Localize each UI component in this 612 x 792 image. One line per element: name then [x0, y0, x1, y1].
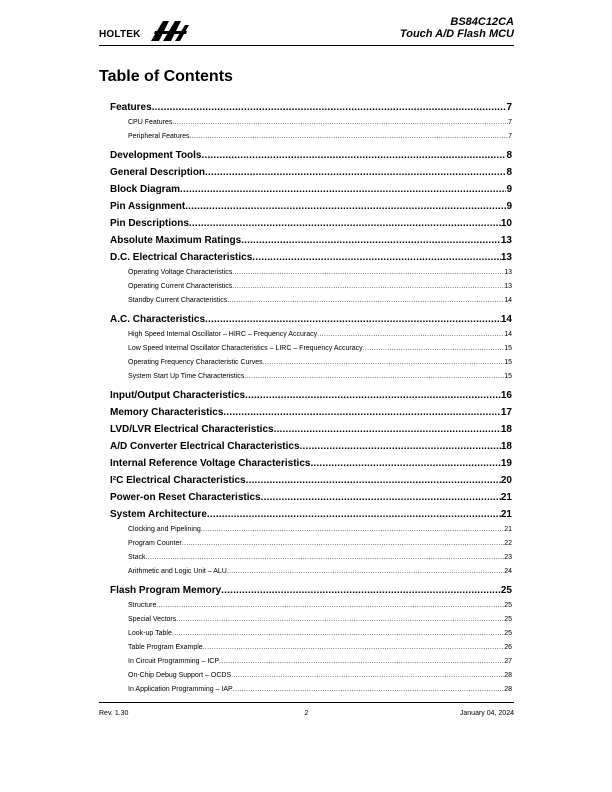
toc-dot-leader [156, 601, 504, 611]
toc-entry-page: 8 [506, 150, 512, 161]
toc-entry-page: 7 [506, 102, 512, 113]
toc-dot-leader [207, 509, 501, 521]
page-footer [99, 702, 514, 717]
toc-dot-leader [244, 372, 504, 382]
toc-entry-title: System Architecture [110, 509, 207, 520]
toc-dot-leader [231, 671, 504, 681]
toc-section-entry[interactable] [110, 407, 512, 419]
toc-entry-title: Features [110, 102, 152, 113]
toc-section-entry[interactable] [110, 150, 512, 162]
toc-entry-page: 23 [504, 554, 512, 561]
toc-dot-leader [232, 282, 504, 292]
toc-dot-leader [233, 685, 505, 695]
toc-subsection-entry[interactable] [110, 601, 512, 611]
toc-section-entry[interactable] [110, 235, 512, 247]
toc-entry-page: 13 [500, 235, 512, 246]
toc-entry-page: 13 [504, 283, 512, 290]
toc-entry-page: 7 [508, 119, 512, 126]
toc-dot-leader [201, 525, 504, 535]
toc-subsection-entry[interactable] [110, 372, 512, 382]
toc-section-entry[interactable] [110, 390, 512, 402]
toc-section-entry[interactable] [110, 492, 512, 504]
toc-dot-leader [172, 629, 504, 639]
toc-dot-leader [252, 252, 501, 264]
document-title [400, 16, 514, 40]
toc-entry-page: 13 [500, 252, 512, 263]
toc-section-entry[interactable] [110, 218, 512, 230]
toc-entry-page: 20 [500, 475, 512, 486]
toc-subsection-entry[interactable] [110, 525, 512, 535]
toc-dot-leader [227, 567, 504, 577]
toc-subsection-entry[interactable] [110, 282, 512, 292]
toc-dot-leader [310, 458, 500, 470]
toc-section-entry[interactable] [110, 458, 512, 470]
toc-entry-title: Input/Output Characteristics [110, 390, 246, 401]
toc-entry-title: A.C. Characteristics [110, 314, 206, 325]
toc-section-entry[interactable] [110, 252, 512, 264]
toc-entry-title: On-Chip Debug Support – OCDS [128, 672, 232, 679]
toc-dot-leader [261, 492, 501, 504]
toc-entry-page: 28 [504, 686, 512, 693]
toc-dot-leader [205, 314, 501, 326]
toc-dot-leader [152, 102, 507, 114]
toc-entry-page: 17 [500, 407, 512, 418]
toc-entry-page: 21 [500, 492, 512, 503]
toc-subsection-entry[interactable] [110, 629, 512, 639]
toc-entry-page: 27 [504, 658, 512, 665]
toc-entry-title: A/D Converter Electrical Characteristics [110, 441, 300, 452]
toc-dot-leader [189, 132, 508, 142]
toc-dot-leader [221, 585, 501, 597]
toc-entry-title: In Circuit Programming – ICP [128, 658, 220, 665]
toc-section-entry[interactable] [110, 184, 512, 196]
toc-entry-title: Arithmetic and Logic Unit – ALU [128, 568, 227, 575]
toc-entry-title: Power-on Reset Characteristics [110, 492, 261, 503]
toc-section-entry[interactable] [110, 167, 512, 179]
toc-entry-title: Flash Program Memory [110, 585, 222, 596]
page-number: 2 [304, 710, 309, 717]
toc-section-entry[interactable] [110, 475, 512, 487]
toc-entry-page: 21 [504, 526, 512, 533]
product-subtitle: Touch A/D Flash MCU [399, 28, 514, 40]
toc-dot-leader [241, 235, 501, 247]
toc-subsection-entry[interactable] [110, 671, 512, 681]
toc-entry-page: 24 [504, 568, 512, 575]
toc-entry-page: 9 [506, 201, 512, 212]
toc-subsection-entry[interactable] [110, 268, 512, 278]
toc-dot-leader [263, 358, 505, 368]
toc-entry-title: System Start Up Time Characteristics [128, 373, 245, 380]
toc-dot-leader [232, 268, 504, 278]
toc-dot-leader [363, 344, 505, 354]
toc-subsection-entry[interactable] [110, 118, 512, 128]
toc-subsection-entry[interactable] [110, 643, 512, 653]
toc-dot-leader [219, 657, 504, 667]
toc-entry-page: 28 [504, 672, 512, 679]
toc-subsection-entry[interactable] [110, 657, 512, 667]
toc-dot-leader [146, 553, 505, 563]
toc-entry-page: 21 [500, 509, 512, 520]
toc-section-entry[interactable] [110, 314, 512, 326]
toc-dot-leader [180, 184, 506, 196]
toc-entry-page: 15 [504, 359, 512, 366]
toc-dot-leader [223, 407, 500, 419]
toc-dot-leader [203, 643, 505, 653]
toc-dot-leader [205, 167, 506, 179]
toc-entry-title: Clocking and Pipelining [128, 526, 201, 533]
toc-entry-title: Stack [128, 554, 146, 561]
toc-entry-page: 26 [504, 644, 512, 651]
toc-dot-leader [274, 424, 501, 436]
toc-dot-leader [182, 539, 505, 549]
toc-section-entry[interactable] [110, 441, 512, 453]
toc-entry-page: 16 [500, 390, 512, 401]
toc-subsection-entry[interactable] [110, 567, 512, 577]
brand-name: HOLTEK [99, 29, 141, 40]
revision: Rev. 1.30 [99, 710, 129, 717]
toc-entry-title: Operating Current Characteristics [128, 283, 233, 290]
toc-dot-leader [172, 118, 508, 128]
toc-entry-title: I²C Electrical Characteristics [110, 475, 246, 486]
toc-section-entry[interactable] [110, 102, 512, 114]
toc-entry-page: 7 [508, 133, 512, 140]
toc-subsection-entry[interactable] [110, 330, 512, 340]
toc-subsection-entry[interactable] [110, 615, 512, 625]
toc-subsection-entry[interactable] [110, 132, 512, 142]
toc-dot-leader [176, 615, 504, 625]
toc-entry-page: 14 [504, 331, 512, 338]
toc-entry-page: 25 [504, 630, 512, 637]
toc-entry-title: Special Vectors [128, 616, 177, 623]
toc-entry-page: 13 [504, 269, 512, 276]
holtek-logo-mark-icon [149, 17, 189, 44]
toc-entry-title: Memory Characteristics [110, 407, 224, 418]
toc-dot-leader [227, 296, 504, 306]
toc-entry-page: 15 [504, 373, 512, 380]
toc-entry-page: 25 [500, 585, 512, 596]
toc-entry-page: 14 [500, 314, 512, 325]
toc-dot-leader [185, 201, 506, 213]
toc-subsection-entry[interactable] [110, 358, 512, 368]
toc-entry-title: High Speed Internal Oscillator – HIRC – Frequency Accuracy [128, 331, 318, 338]
holtek-logo [99, 17, 189, 44]
product-code: BS84C12CA [450, 16, 514, 28]
toc-entry-page: 18 [500, 424, 512, 435]
toc-section-entry[interactable] [110, 424, 512, 436]
toc-entry-title: Operating Voltage Characteristics [128, 269, 233, 276]
toc-entry-page: 14 [504, 297, 512, 304]
toc-entry-title: Development Tools [110, 150, 202, 161]
toc-entry-title: Program Counter [128, 540, 182, 547]
toc-subsection-entry[interactable] [110, 539, 512, 549]
page-header [99, 14, 514, 46]
toc-entry-page: 9 [506, 184, 512, 195]
toc-entry-title: LVD/LVR Electrical Characteristics [110, 424, 274, 435]
toc-entry-title: CPU Features [128, 119, 173, 126]
toc-entry-page: 25 [504, 602, 512, 609]
toc-subsection-entry[interactable] [110, 553, 512, 563]
publish-date: January 04, 2024 [459, 710, 514, 717]
toc-entry-title: Peripheral Features [128, 133, 190, 140]
toc-entry-title: Look-up Table [128, 630, 172, 637]
toc-entry-title: General Description [110, 167, 206, 178]
toc-dot-leader [246, 475, 501, 487]
toc-entry-page: 22 [504, 540, 512, 547]
toc-section-entry[interactable] [110, 201, 512, 213]
toc-entry-title: In Application Programming – IAP [128, 686, 233, 693]
page-title: Table of Contents [99, 68, 233, 85]
toc-entry-title: Low Speed Internal Oscillator Characteristics – LIRC – Frequency Accuracy [128, 345, 363, 352]
toc-entry-title: Structure [128, 602, 157, 609]
toc-entry-title: D.C. Electrical Characteristics [110, 252, 253, 263]
toc-dot-leader [245, 390, 501, 402]
toc-entry-title: Absolute Maximum Ratings [110, 235, 242, 246]
toc-entry-title: Operating Frequency Characteristic Curves [128, 359, 263, 366]
toc-entry-page: 19 [500, 458, 512, 469]
toc-section-entry[interactable] [110, 509, 512, 521]
toc-entry-title: Pin Descriptions [110, 218, 189, 229]
toc-subsection-entry[interactable] [110, 685, 512, 695]
toc-entry-title: Standby Current Characteristics [128, 297, 228, 304]
toc-dot-leader [300, 441, 501, 453]
toc-entry-title: Pin Assignment [110, 201, 186, 212]
toc-entry-page: 15 [504, 345, 512, 352]
toc-subsection-entry[interactable] [110, 296, 512, 306]
toc-dot-leader [189, 218, 501, 230]
toc-entry-title: Internal Reference Voltage Characteristics [110, 458, 311, 469]
toc-dot-leader [202, 150, 507, 162]
toc-subsection-entry[interactable] [110, 344, 512, 354]
toc-dot-leader [317, 330, 504, 340]
toc-entry-page: 18 [500, 441, 512, 452]
toc-entry-title: Table Program Example [128, 644, 203, 651]
toc-entry-page: 8 [506, 167, 512, 178]
toc-entry-title: Block Diagram [110, 184, 181, 195]
toc-entry-page: 25 [504, 616, 512, 623]
toc-entry-page: 10 [500, 218, 512, 229]
toc-section-entry[interactable] [110, 585, 512, 597]
